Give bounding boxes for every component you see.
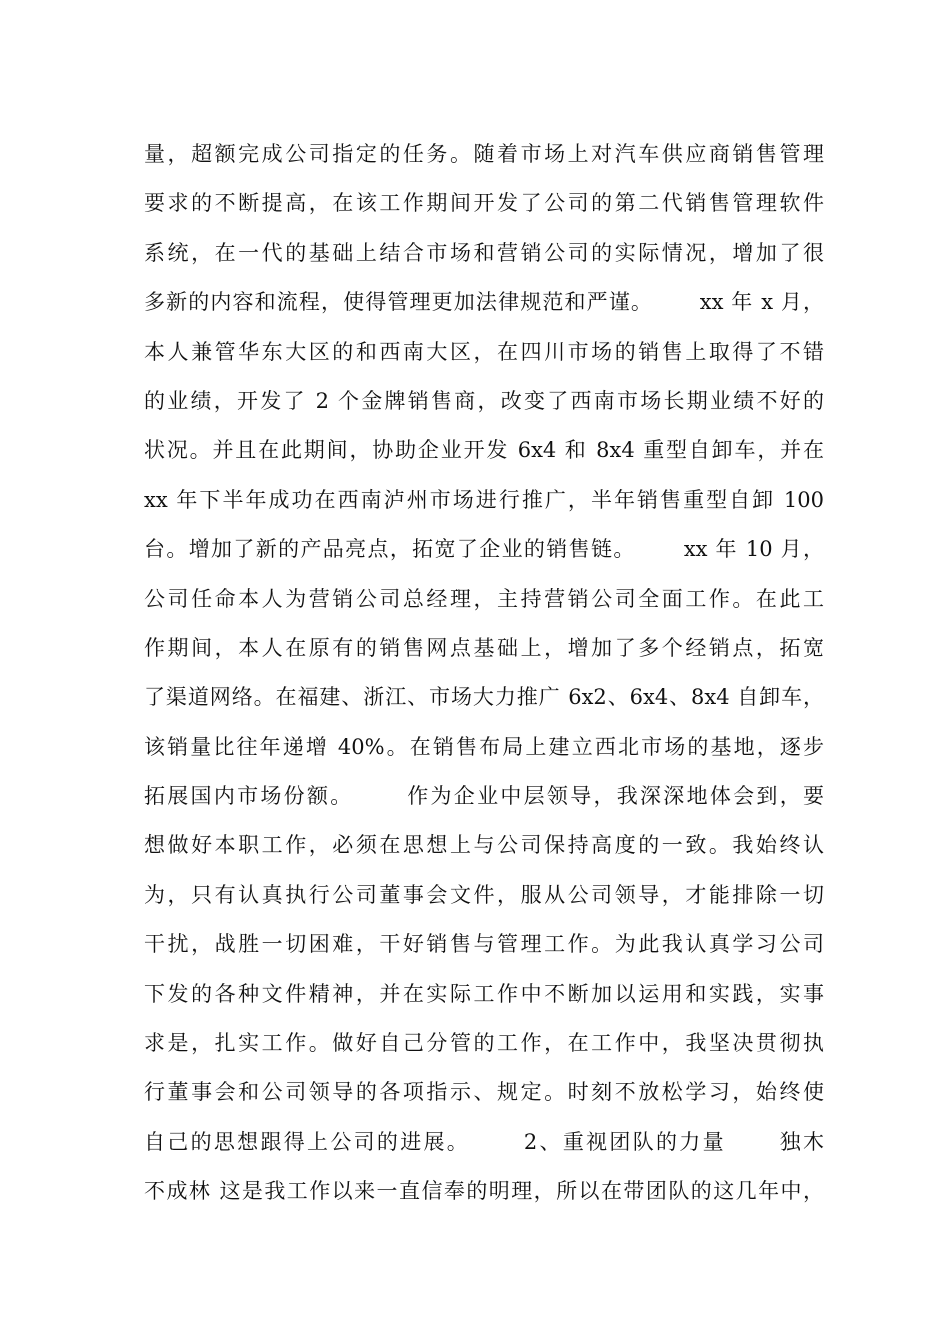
- text-line: xx 年下半年成功在西南泸州市场进行推广，半年销售重型自卸 100: [144, 487, 824, 512]
- text-line: 求是，扎实工作。做好自己分管的工作，在工作中，我坚决贯彻执: [144, 1031, 824, 1056]
- text-line: 多新的内容和流程，使得管理更加法律规范和严谨。 xx 年 x 月，: [144, 290, 824, 315]
- text-line: 想做好本职工作，必须在思想上与公司保持高度的一致。我始终认: [144, 833, 824, 858]
- text-line: 该销量比往年递增 40%。在销售布局上建立西北市场的基地，逐步: [144, 734, 824, 759]
- text-line: 本人兼管华东大区的和西南大区，在四川市场的销售上取得了不错: [144, 339, 824, 364]
- text-line: 台。增加了新的产品亮点，拓宽了企业的销售链。 xx 年 10 月，: [144, 537, 824, 562]
- text-line: 的业绩，开发了 2 个金牌销售商，改变了西南市场长期业绩不好的: [144, 388, 824, 413]
- text-line: 下发的各种文件精神，并在实际工作中不断加以运用和实践，实事: [144, 981, 824, 1006]
- text-line: 为，只有认真执行公司董事会文件，服从公司领导，才能排除一切: [144, 882, 824, 907]
- text-line: 不成林 这是我工作以来一直信奉的明理，所以在带团队的这几年中，: [144, 1179, 824, 1204]
- text-line: 拓展国内市场份额。 作为企业中层领导，我深深地体会到，要: [144, 784, 824, 809]
- text-line: 干扰，战胜一切困难，干好销售与管理工作。为此我认真学习公司: [144, 932, 824, 957]
- text-line: 量，超额完成公司指定的任务。随着市场上对汽车供应商销售管理: [144, 142, 824, 166]
- text-line: 了渠道网络。在福建、浙江、市场大力推广 6x2、6x4、8x4 自卸车，: [144, 685, 824, 710]
- text-line: 行董事会和公司领导的各项指示、规定。时刻不放松学习，始终使: [144, 1080, 824, 1105]
- text-line: 作期间，本人在原有的销售网点基础上，增加了多个经销点，拓宽: [144, 635, 824, 660]
- text-line: 状况。并且在此期间，协助企业开发 6x4 和 8x4 重型自卸车，并在: [144, 438, 824, 463]
- text-line: 公司任命本人为营销公司总经理，主持营销公司全面工作。在此工: [144, 586, 824, 611]
- text-line: 要求的不断提高，在该工作期间开发了公司的第二代销售管理软件: [144, 191, 824, 216]
- text-line: 自己的思想跟得上公司的进展。 2、重视团队的力量 独木: [144, 1129, 824, 1154]
- body-text: [144, 130, 824, 1217]
- text-line: 系统，在一代的基础上结合市场和营销公司的实际情况，增加了很: [144, 240, 824, 265]
